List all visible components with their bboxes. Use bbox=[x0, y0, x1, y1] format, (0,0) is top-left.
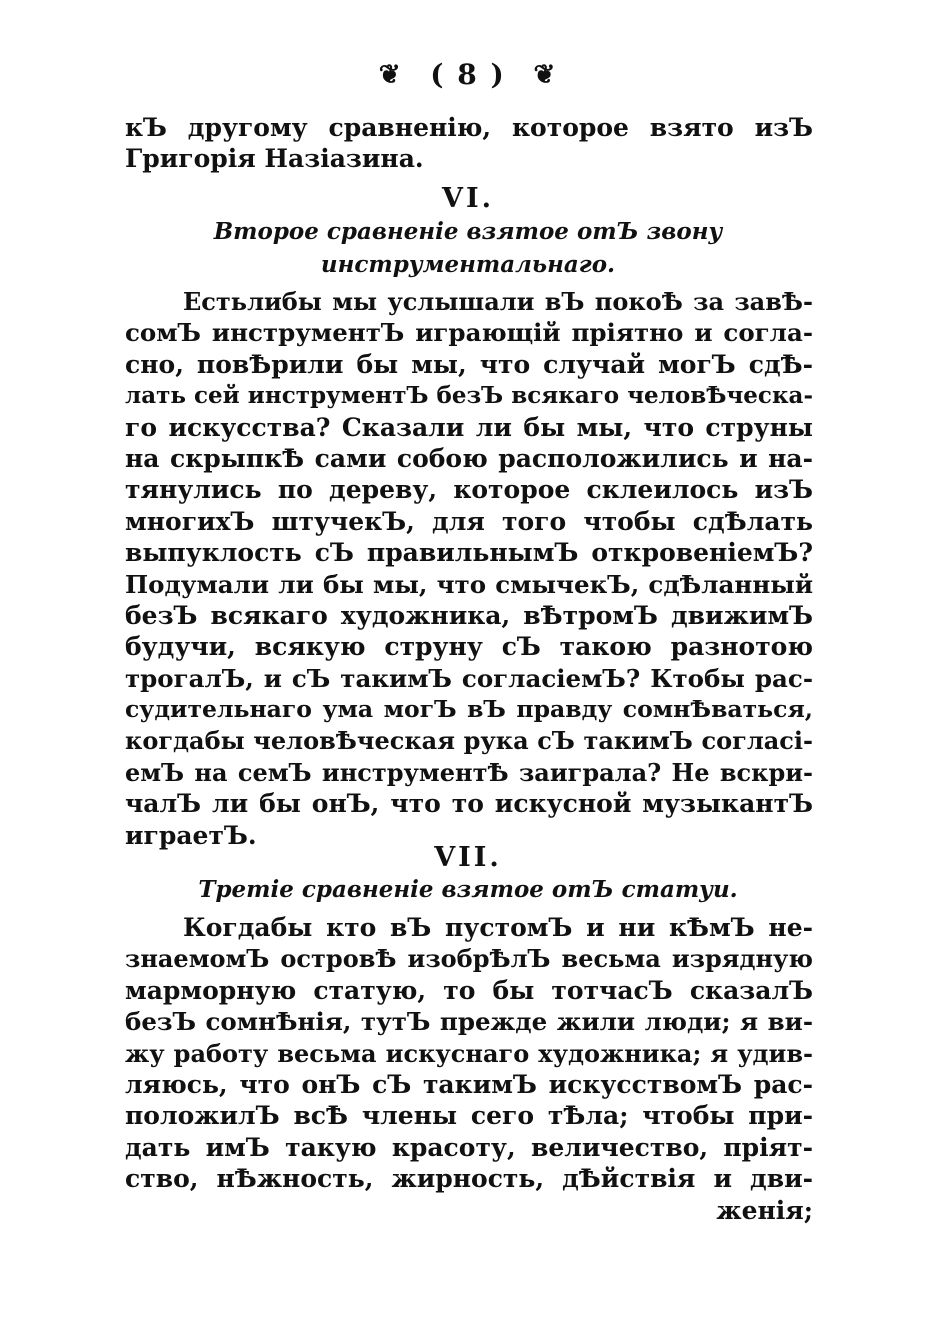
text-line: дать имЪ такую красоту, величество, пріят- bbox=[125, 1132, 813, 1162]
text-line: Григорія Назіазина. bbox=[125, 144, 424, 174]
text-line: трогалЪ, и сЪ такимЪ согласіемЪ? Ктобы рас- bbox=[125, 663, 813, 693]
text-line: Когдабы кто вЪ пустомЪ и ни кѢмЪ не- bbox=[183, 913, 813, 942]
section-7-paragraph bbox=[125, 912, 813, 1226]
text-line: ляюсь, что онЪ сЪ такимЪ искусствомЪ рас- bbox=[125, 1069, 813, 1099]
text-line: Естьлибы мы услышали вЪ покоѢ за завѢ- bbox=[183, 287, 813, 316]
text-line: знаемомЪ островѢ изобрѢлЪ весьма изрядную bbox=[125, 944, 813, 974]
section-6-number: VI. bbox=[442, 183, 494, 214]
text-line: Подумали ли бы мы, что смычекЪ, сдѢланный bbox=[125, 569, 813, 599]
text-line: тянулись по дереву, которое склеилось изЪ bbox=[125, 475, 813, 505]
text-line: сно, повѢрили бы мы, что случай могЪ сдѢ- bbox=[125, 349, 813, 379]
text-line: играетЪ. bbox=[125, 820, 257, 850]
text-line: кЪ другому сравненію, которое взято изЪ bbox=[125, 113, 813, 142]
text-line: когдабы человѢческая рука сЪ такимЪ согласі- bbox=[125, 726, 813, 756]
page-header bbox=[0, 56, 936, 91]
text-line: марморную статую, то бы тотчасЪ сказалЪ bbox=[125, 975, 813, 1005]
text-line: емЪ на семЪ инструментѢ заиграла? Не вскри- bbox=[125, 757, 813, 787]
text-line: женія; bbox=[716, 1195, 813, 1225]
text-line: многихЪ штучекЪ, для того чтобы сдѢлать bbox=[125, 506, 813, 536]
text-line: го искусства? Сказали ли бы мы, что струны bbox=[125, 412, 813, 442]
text-line: безЪ сомнѢнія, тутЪ прежде жили люди; я ви- bbox=[125, 1007, 813, 1037]
page-number: ( 8 ) bbox=[430, 58, 506, 91]
right-ornament-icon: ❦ bbox=[533, 59, 558, 90]
text-line: жу работу весьма искуснаго художника; я удив- bbox=[125, 1038, 813, 1068]
section-6-paragraph bbox=[125, 286, 813, 851]
section-7-number: VII. bbox=[434, 842, 502, 873]
intro-paragraph bbox=[125, 112, 813, 175]
left-ornament-icon: ❦ bbox=[378, 59, 403, 90]
section-6-subtitle bbox=[0, 215, 936, 281]
text-line: выпуклость сЪ правильнымЪ откровеніемЪ? bbox=[125, 538, 813, 568]
text-line: ство, нѢжность, жирность, дѢйствія и дви- bbox=[125, 1164, 813, 1194]
text-line: будучи, всякую струну сЪ такою разнотою bbox=[125, 632, 813, 662]
section-7-subtitle: Третіе сравненіе взятое отЪ статуи. bbox=[198, 876, 738, 903]
text-line: судительнаго ума могЪ вЪ правду сомнѢваться, bbox=[125, 695, 813, 724]
text-line: положилЪ всѢ члены сего тѢла; чтобы при- bbox=[125, 1101, 813, 1131]
text-line: на скрыпкѢ сами собою расположились и на- bbox=[125, 443, 813, 473]
subtitle-line: инструментальнаго. bbox=[320, 251, 616, 278]
text-line: сомЪ инструментЪ играющій пріятно и согла- bbox=[125, 318, 813, 348]
text-line: лать сей инструментЪ безЪ всякаго человѢческа- bbox=[125, 382, 813, 410]
subtitle-line: Второе сравненіе взятое отЪ звону bbox=[213, 218, 723, 245]
text-line: безЪ всякаго художника, вѢтромЪ движимЪ bbox=[125, 600, 813, 630]
text-line: чалЪ ли бы онЪ, что то искусной музыкантЪ bbox=[125, 789, 813, 819]
